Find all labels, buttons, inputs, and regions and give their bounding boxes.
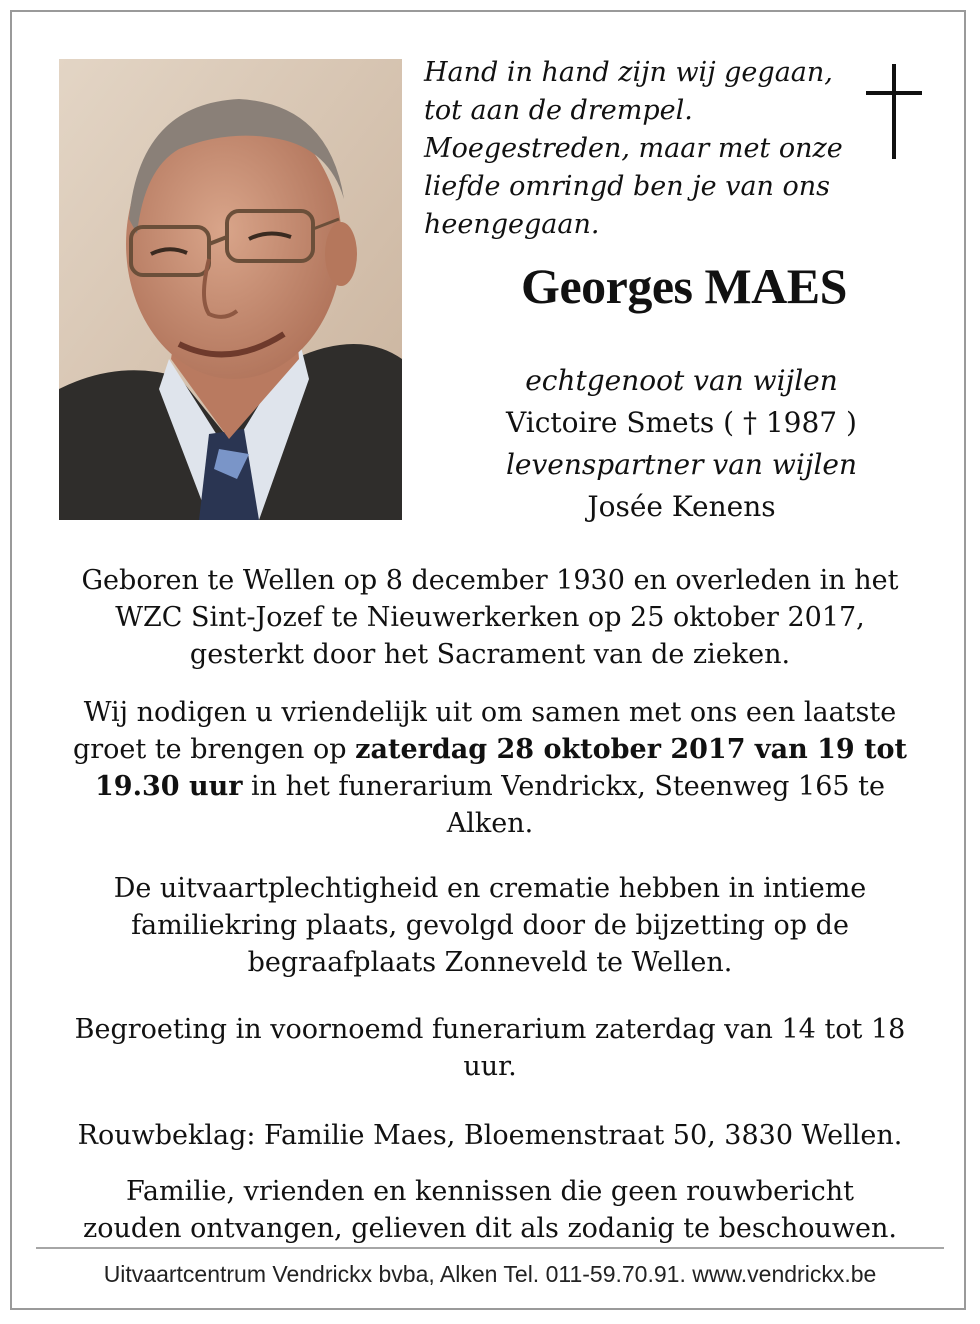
ceremony-paragraph xyxy=(40,870,940,981)
footer-divider xyxy=(36,1247,944,1249)
text-line: familiekring plaats, gevolgd door de bijzetting op de xyxy=(131,910,849,941)
greeting-paragraph xyxy=(40,1011,940,1085)
portrait-illustration xyxy=(59,59,402,520)
portrait-photo xyxy=(59,59,402,520)
condolences-address xyxy=(40,1117,940,1154)
poem-line: tot aan de drempel. xyxy=(424,95,693,126)
text-span: in het funerarium Vendrickx, Steenweg 165 te xyxy=(242,771,885,802)
text-line: Wij nodigen u vriendelijk uit om samen met ons een laatste xyxy=(83,697,897,728)
spouse-label: echtgenoot van wijlen xyxy=(525,364,838,397)
relations-block xyxy=(424,360,939,528)
visitation-time: 19.30 uur xyxy=(95,771,243,802)
cross-icon xyxy=(866,64,922,159)
text-line: Geboren te Wellen op 8 december 1930 en overleden in het xyxy=(81,565,899,596)
birth-death-paragraph xyxy=(40,562,940,673)
text-line: De uitvaartplechtigheid en crematie hebben in intieme xyxy=(113,873,867,904)
poem-line: heengegaan. xyxy=(424,209,600,240)
text-line xyxy=(40,768,940,805)
text-line: uur. xyxy=(463,1051,517,1082)
text-line: Begroeting in voornoemd funerarium zaterdag van 14 tot 18 xyxy=(74,1014,906,1045)
poem-line: Hand in hand zijn wij gegaan, xyxy=(424,57,833,88)
text-line: WZC Sint-Jozef te Nieuwerkerken op 25 oktober 2017, xyxy=(115,602,865,633)
deceased-name: Georges MAES xyxy=(521,258,847,314)
partner-name: Josée Kenens xyxy=(587,490,776,523)
text-line: Rouwbeklag: Familie Maes, Bloemenstraat 50, 3830 Wellen. xyxy=(77,1120,903,1151)
text-line: Familie, vrienden en kennissen die geen rouwbericht xyxy=(126,1176,854,1207)
invitation-paragraph xyxy=(40,694,940,842)
poem-line: Moegestreden, maar met onze xyxy=(424,133,843,164)
text-line: begraafplaats Zonneveld te Wellen. xyxy=(247,947,733,978)
notice-paragraph xyxy=(40,1173,940,1247)
partner-label: levenspartner van wijlen xyxy=(505,448,858,481)
text-line: Alken. xyxy=(446,808,534,839)
text-line xyxy=(40,731,940,768)
text-line: gesterkt door het Sacrament van de zieken. xyxy=(189,639,791,670)
funeral-home-footer: Uitvaartcentrum Vendrickx bvba, Alken Tel. 011-59.70.91. www.vendrickx.be xyxy=(103,1261,877,1287)
text-span: groet te brengen op xyxy=(72,734,356,765)
poem-line: liefde omringd ben je van ons xyxy=(424,171,831,202)
visitation-date: zaterdag 28 oktober 2017 van 19 tot xyxy=(355,734,908,765)
memorial-poem xyxy=(424,54,844,244)
spouse-name: Victoire Smets ( † 1987 ) xyxy=(506,406,857,439)
text-line: zouden ontvangen, gelieven dit als zodanig te beschouwen. xyxy=(83,1213,897,1244)
